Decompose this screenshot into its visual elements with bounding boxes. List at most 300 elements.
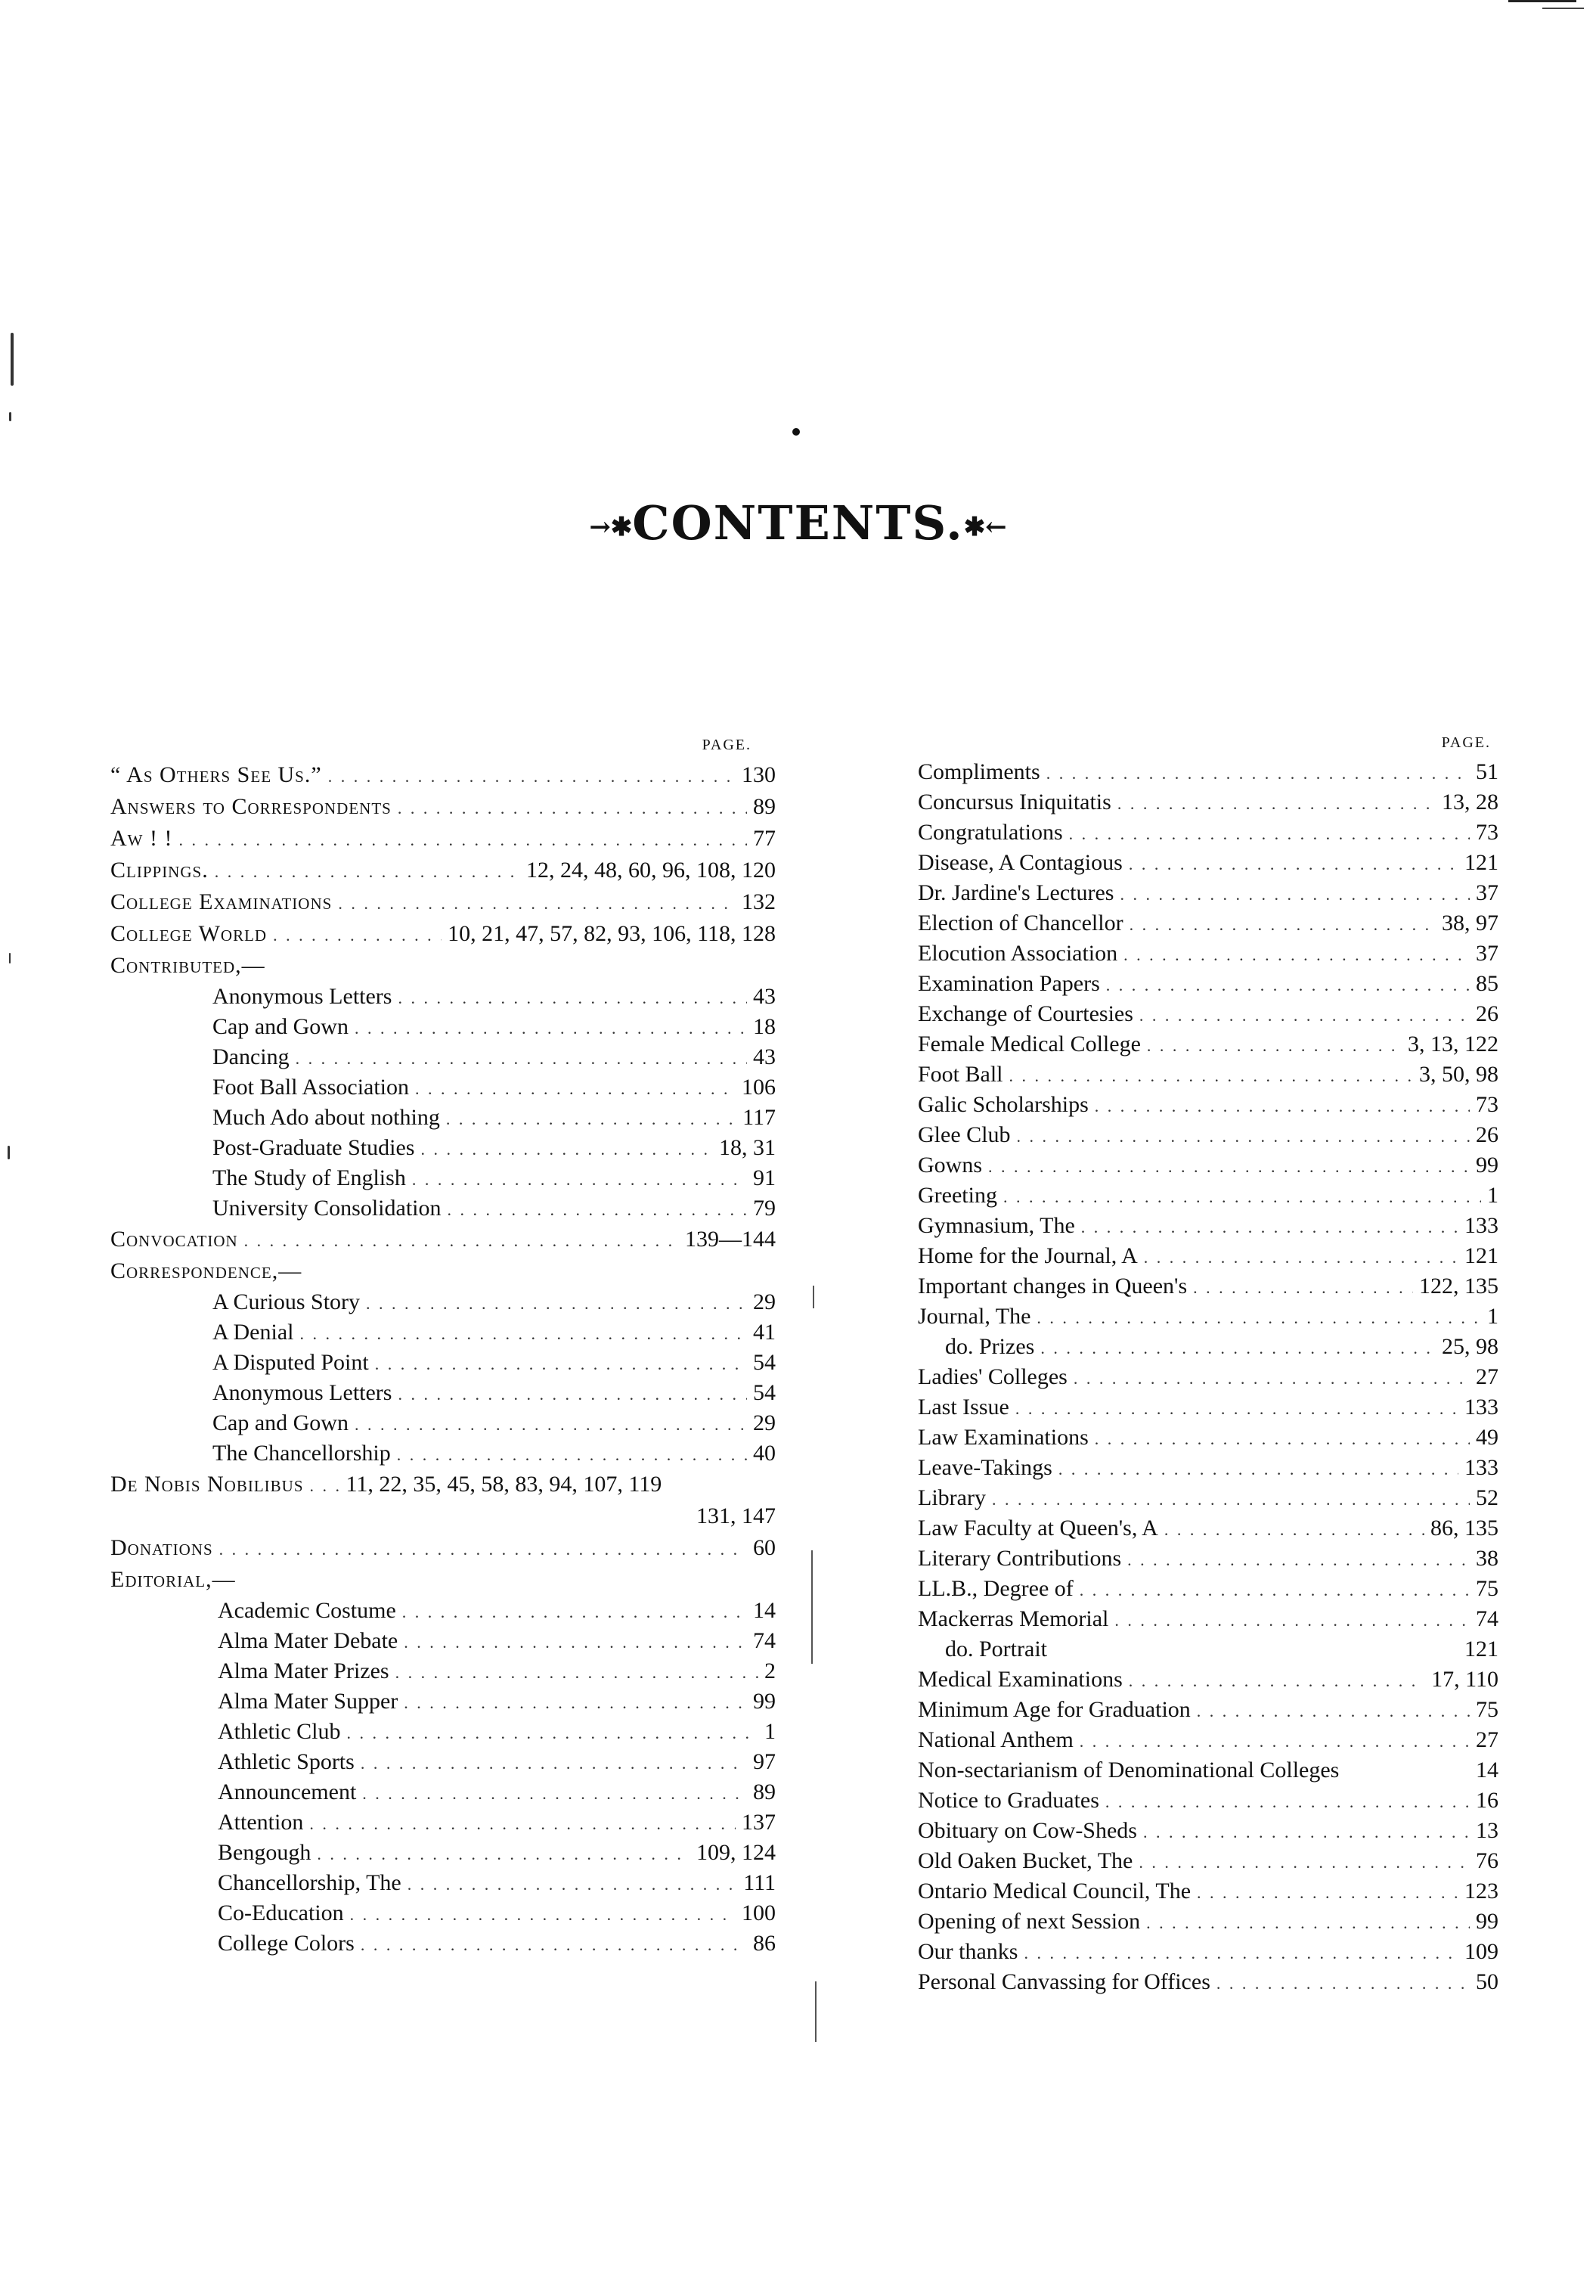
index-entry xyxy=(918,1271,1498,1302)
contents-heading xyxy=(0,495,1596,551)
entry-title: Notice to Graduates xyxy=(918,1788,1099,1813)
index-entry xyxy=(110,1317,776,1348)
dot-leader xyxy=(404,1688,747,1718)
dot-leader xyxy=(398,983,747,1013)
entry-page-numbers: 99 xyxy=(1476,1909,1498,1934)
entry-title: Foot Ball Association xyxy=(212,1075,410,1100)
entry-page-numbers: 37 xyxy=(1476,941,1498,966)
dot-leader xyxy=(446,1104,736,1134)
page-column-header: PAGE. xyxy=(702,737,752,753)
entry-title: Alma Mater Prizes xyxy=(218,1658,389,1683)
index-entry xyxy=(918,1029,1498,1060)
dot-leader xyxy=(350,1900,736,1930)
entry-title: Law Examinations xyxy=(918,1425,1089,1450)
dot-leader xyxy=(992,1485,1470,1515)
entry-title: Anonymous Letters xyxy=(212,1380,392,1405)
left-index-column xyxy=(110,731,776,1959)
entry-page-numbers: 109 xyxy=(1464,1939,1498,1964)
index-entry xyxy=(918,908,1498,939)
dot-leader xyxy=(1127,1545,1470,1575)
dot-leader xyxy=(178,824,747,856)
index-entry xyxy=(918,1453,1498,1483)
entry-title: Congratulations xyxy=(918,820,1063,845)
entry-page-numbers: 139—144 xyxy=(685,1227,776,1252)
index-entry xyxy=(110,1564,776,1596)
dot-leader xyxy=(1144,1243,1458,1273)
entry-title: Chancellorship, The xyxy=(218,1870,401,1895)
dot-leader xyxy=(1081,1212,1458,1243)
entry-title: The Study of English xyxy=(212,1165,406,1190)
dot-leader xyxy=(299,1319,747,1349)
index-entry xyxy=(918,1120,1498,1150)
index-entry xyxy=(918,1302,1498,1332)
entry-title: Gowns xyxy=(918,1153,983,1177)
index-entry xyxy=(918,1786,1498,1816)
entry-page-numbers: 14 xyxy=(1476,1758,1498,1783)
dot-leader xyxy=(1123,940,1470,970)
index-entry xyxy=(918,1634,1498,1665)
dot-leader xyxy=(1147,1031,1402,1061)
entry-page-numbers: 117 xyxy=(742,1105,776,1130)
entry-page-numbers: 2 xyxy=(764,1658,776,1683)
entry-title: Leave-Takings xyxy=(918,1455,1052,1480)
dot-leader xyxy=(1130,910,1436,940)
entry-page-numbers: 73 xyxy=(1476,820,1498,845)
dot-leader xyxy=(1105,1787,1470,1817)
dot-leader xyxy=(1106,970,1470,1001)
entry-title: Our thanks xyxy=(918,1939,1018,1964)
entry-title: Gymnasium, The xyxy=(918,1213,1075,1238)
entry-page-numbers: 122, 135 xyxy=(1419,1274,1498,1298)
entry-title: Academic Costume xyxy=(218,1598,396,1623)
dot-leader xyxy=(1146,1908,1470,1938)
dot-leader xyxy=(412,1165,747,1195)
index-entry xyxy=(110,1717,776,1747)
index-entry xyxy=(918,1211,1498,1241)
scan-artifact xyxy=(9,412,11,421)
entry-page-numbers: 100 xyxy=(742,1900,776,1925)
entry-title: Disease, A Contagious xyxy=(918,850,1123,875)
entry-title: Concursus Iniquitatis xyxy=(918,790,1111,814)
index-entry xyxy=(110,1807,776,1838)
entry-page-numbers: 121 xyxy=(1464,1243,1498,1268)
entry-title: University Consolidation xyxy=(212,1196,442,1221)
entry-title: do. Prizes xyxy=(945,1334,1035,1359)
entry-title: Much Ado about nothing xyxy=(212,1105,440,1130)
entry-page-numbers: 123 xyxy=(1464,1879,1498,1904)
dot-leader xyxy=(1080,1727,1470,1757)
index-entry xyxy=(110,1928,776,1959)
entry-page-numbers: 52 xyxy=(1476,1485,1498,1510)
entry-title: Contributed,— xyxy=(110,953,265,978)
entry-page-numbers: 29 xyxy=(753,1289,776,1314)
entry-page-numbers: 130 xyxy=(742,762,776,787)
index-entry xyxy=(918,1513,1498,1544)
entry-page-numbers: 40 xyxy=(753,1441,776,1466)
right-index-column xyxy=(918,728,1498,1997)
entry-title: Exchange of Courtesies xyxy=(918,1001,1133,1026)
dot-leader xyxy=(296,1044,747,1074)
entry-title: National Anthem xyxy=(918,1727,1074,1752)
dot-leader xyxy=(1069,819,1470,849)
dot-leader xyxy=(1117,789,1436,819)
entry-page-numbers: 121 xyxy=(1464,850,1498,875)
index-entry xyxy=(918,787,1498,818)
entry-title: Law Faculty at Queen's, A xyxy=(918,1516,1158,1540)
dot-leader xyxy=(355,1013,747,1044)
index-entry xyxy=(918,999,1498,1029)
index-entry xyxy=(918,1755,1498,1786)
column-divider xyxy=(815,1981,817,2042)
dot-leader xyxy=(397,1440,747,1470)
entry-title: College Examinations xyxy=(110,889,333,914)
dot-leader xyxy=(1120,880,1470,910)
entry-title: Aw ! ! xyxy=(110,826,173,851)
index-entry xyxy=(918,1544,1498,1574)
index-entry xyxy=(110,1898,776,1928)
entry-title: Obituary on Cow-Sheds xyxy=(918,1818,1137,1843)
entry-page-numbers: 54 xyxy=(753,1380,776,1405)
dot-leader xyxy=(1129,849,1458,880)
entry-title: Anonymous Letters xyxy=(212,984,392,1009)
scan-artifact xyxy=(11,333,14,386)
index-entry xyxy=(918,878,1498,908)
entry-page-numbers: 137 xyxy=(742,1810,776,1835)
index-entry xyxy=(110,823,776,855)
entry-page-numbers: 3, 50, 98 xyxy=(1419,1062,1498,1087)
entry-page-numbers: 14 xyxy=(753,1598,776,1623)
entry-page-numbers: 51 xyxy=(1476,759,1498,784)
right-ornament-icon: ✱← xyxy=(963,512,1007,542)
entry-page-numbers: 111 xyxy=(743,1870,776,1895)
index-entry xyxy=(110,1868,776,1898)
dot-leader xyxy=(402,1597,747,1627)
index-entry xyxy=(918,969,1498,999)
entry-title: A Denial xyxy=(212,1320,294,1345)
dot-leader xyxy=(1009,1061,1413,1091)
entry-title: Attention xyxy=(218,1810,304,1835)
index-entry xyxy=(110,1378,776,1408)
index-entry xyxy=(918,1181,1498,1211)
index-entry xyxy=(918,1907,1498,1937)
dot-leader xyxy=(1046,759,1470,789)
dot-leader xyxy=(404,1627,747,1658)
dot-leader xyxy=(317,1839,690,1869)
index-entry xyxy=(110,1626,776,1656)
index-entry xyxy=(918,1574,1498,1604)
dot-leader xyxy=(366,1289,747,1319)
index-entry xyxy=(110,759,776,791)
index-entry xyxy=(918,1967,1498,1997)
dot-leader xyxy=(1074,1364,1470,1394)
entry-page-numbers: 86, 135 xyxy=(1430,1516,1498,1540)
entry-page-numbers: 27 xyxy=(1476,1364,1498,1389)
entry-title: Galic Scholarships xyxy=(918,1092,1089,1117)
dot-leader xyxy=(1040,1333,1436,1364)
entry-page-numbers: 13, 28 xyxy=(1442,790,1498,814)
entry-title: A Curious Story xyxy=(212,1289,361,1314)
entry-title: Cap and Gown xyxy=(212,1014,349,1039)
entry-page-numbers: 89 xyxy=(753,1779,776,1804)
entry-title: Clippings. xyxy=(110,858,209,883)
entry-page-numbers: 74 xyxy=(1476,1606,1498,1631)
dot-leader xyxy=(362,1779,747,1809)
index-entry xyxy=(110,1747,776,1777)
entry-page-numbers: 50 xyxy=(1476,1969,1498,1994)
entry-title: Co-Education xyxy=(218,1900,344,1925)
entry-page-numbers: 12, 24, 48, 60, 96, 108, 120 xyxy=(526,858,776,883)
dot-leader xyxy=(1129,1666,1425,1696)
dot-leader xyxy=(1024,1938,1458,1969)
index-entry xyxy=(918,1423,1498,1453)
index-entry xyxy=(110,1103,776,1133)
entry-page-numbers: 17, 110 xyxy=(1431,1667,1498,1692)
entry-page-numbers: 60 xyxy=(753,1535,776,1560)
entry-title: Personal Canvassing for Offices xyxy=(918,1969,1210,1994)
entry-title: LL.B., Degree of xyxy=(918,1576,1074,1601)
dot-leader xyxy=(328,761,736,793)
entry-page-numbers: 43 xyxy=(753,984,776,1009)
entry-title: Athletic Club xyxy=(218,1719,341,1744)
entry-page-numbers: 75 xyxy=(1476,1576,1498,1601)
index-entry xyxy=(110,1012,776,1042)
dot-leader xyxy=(1058,1454,1458,1485)
index-entry xyxy=(918,1150,1498,1181)
entry-title: Correspondence,— xyxy=(110,1258,302,1283)
entry-title: Home for the Journal, A xyxy=(918,1243,1138,1268)
dot-leader xyxy=(395,1658,758,1688)
entry-page-numbers: 86 xyxy=(753,1931,776,1956)
index-entry xyxy=(110,1838,776,1868)
entry-page-numbers: 49 xyxy=(1476,1425,1498,1450)
dot-leader xyxy=(338,888,736,920)
entry-page-numbers: 16 xyxy=(1476,1788,1498,1813)
index-entry xyxy=(110,1438,776,1469)
dot-leader xyxy=(310,1470,340,1502)
dot-leader xyxy=(448,1195,748,1225)
dot-leader xyxy=(415,1074,736,1104)
left-ornament-icon: →✱ xyxy=(589,512,633,542)
entry-title: Athletic Sports xyxy=(218,1749,355,1774)
entry-page-numbers: 77 xyxy=(753,826,776,851)
dot-leader xyxy=(988,1152,1470,1182)
dot-leader xyxy=(420,1134,713,1165)
index-entry xyxy=(918,1846,1498,1876)
entry-title: Answers to Correspondents xyxy=(110,794,392,819)
index-entry xyxy=(918,757,1498,787)
entry-title: Ontario Medical Council, The xyxy=(918,1879,1192,1904)
column-divider xyxy=(813,1286,814,1308)
entry-page-numbers: 91 xyxy=(753,1165,776,1190)
index-entry xyxy=(110,1596,776,1626)
entry-page-numbers: 89 xyxy=(753,794,776,819)
entry-page-numbers: 1 xyxy=(1487,1304,1498,1329)
dot-leader xyxy=(1037,1303,1481,1333)
index-entry xyxy=(110,886,776,918)
entry-page-numbers: 76 xyxy=(1476,1848,1498,1873)
dot-leader xyxy=(1197,1878,1458,1908)
entry-page-numbers: 3, 13, 122 xyxy=(1408,1032,1498,1056)
entry-page-numbers: 97 xyxy=(753,1749,776,1774)
index-entry xyxy=(918,939,1498,969)
contents-title: CONTENTS. xyxy=(632,495,964,551)
index-entry xyxy=(918,1604,1498,1634)
entry-page-numbers: 10, 21, 47, 57, 82, 93, 106, 118, 128 xyxy=(448,921,776,946)
entry-page-numbers: 37 xyxy=(1476,880,1498,905)
dot-leader xyxy=(1164,1515,1424,1545)
entry-title: “ As Others See Us.” xyxy=(110,762,322,787)
index-entry xyxy=(110,855,776,886)
index-entry xyxy=(110,1532,776,1564)
entry-title: Donations xyxy=(110,1535,213,1560)
index-entry xyxy=(110,1072,776,1103)
entry-page-numbers: 41 xyxy=(753,1320,776,1345)
entry-title: Important changes in Queen's xyxy=(918,1274,1188,1298)
entry-title: College Colors xyxy=(218,1931,355,1956)
index-entry xyxy=(918,1695,1498,1725)
entry-page-numbers: 26 xyxy=(1476,1122,1498,1147)
dot-leader xyxy=(273,920,442,951)
entry-page-numbers: 99 xyxy=(1476,1153,1498,1177)
entry-title: Elocution Association xyxy=(918,941,1118,966)
dot-leader xyxy=(309,1809,736,1839)
index-entry xyxy=(110,1500,776,1532)
entry-title: Cap and Gown xyxy=(212,1410,349,1435)
entry-page-numbers: 13 xyxy=(1476,1818,1498,1843)
dot-leader xyxy=(408,1869,737,1900)
entry-page-numbers: 1 xyxy=(764,1719,776,1744)
page-column-header: PAGE. xyxy=(1441,734,1491,751)
column-divider xyxy=(811,1550,813,1664)
entry-title: Library xyxy=(918,1485,986,1510)
index-entry xyxy=(918,1483,1498,1513)
entry-page-numbers: 43 xyxy=(753,1044,776,1069)
dot-leader xyxy=(1015,1394,1458,1424)
index-entry xyxy=(110,1777,776,1807)
entry-page-numbers: 121 xyxy=(1464,1637,1498,1661)
entry-title: Foot Ball xyxy=(918,1062,1003,1087)
entry-title: Election of Chancellor xyxy=(918,911,1123,935)
entry-title: Mackerras Memorial xyxy=(918,1606,1109,1631)
scan-edge-rule xyxy=(1542,8,1584,9)
entry-title: Alma Mater Supper xyxy=(218,1689,398,1714)
entry-title: do. Portrait xyxy=(945,1637,1047,1661)
entry-title: Bengough xyxy=(218,1840,311,1865)
dot-leader xyxy=(1197,1696,1470,1727)
entry-title: Compliments xyxy=(918,759,1040,784)
entry-page-numbers: 106 xyxy=(742,1075,776,1100)
dot-leader xyxy=(398,1379,747,1410)
entry-page-numbers: 11, 22, 35, 45, 58, 83, 94, 107, 119 xyxy=(346,1472,662,1497)
entry-page-numbers: 131, 147 xyxy=(696,1503,776,1528)
entry-page-numbers: 133 xyxy=(1464,1455,1498,1480)
entry-title: Opening of next Session xyxy=(918,1909,1141,1934)
index-entry xyxy=(918,1090,1498,1120)
index-entry xyxy=(110,982,776,1012)
index-entry xyxy=(110,1042,776,1072)
index-entry xyxy=(110,950,776,982)
entry-page-numbers: 79 xyxy=(753,1196,776,1221)
entry-title: Alma Mater Debate xyxy=(218,1628,398,1653)
dot-leader xyxy=(215,856,520,888)
entry-page-numbers: 132 xyxy=(742,889,776,914)
entry-page-numbers: 18, 31 xyxy=(719,1135,776,1160)
index-entry xyxy=(110,1287,776,1317)
entry-title: Glee Club xyxy=(918,1122,1011,1147)
entry-title: Dancing xyxy=(212,1044,290,1069)
index-entry xyxy=(110,1348,776,1378)
ink-dot xyxy=(792,428,800,436)
index-entry xyxy=(918,1241,1498,1271)
dot-leader xyxy=(1193,1273,1413,1303)
entry-title: Greeting xyxy=(918,1183,997,1208)
entry-page-numbers: 26 xyxy=(1476,1001,1498,1026)
index-entry xyxy=(918,1665,1498,1695)
entry-page-numbers: 75 xyxy=(1476,1697,1498,1722)
index-entry xyxy=(918,1725,1498,1755)
entry-title: Literary Contributions xyxy=(918,1546,1122,1571)
entry-page-numbers: 29 xyxy=(753,1410,776,1435)
entry-title: Ladies' Colleges xyxy=(918,1364,1068,1389)
dot-leader xyxy=(1216,1969,1470,1999)
index-entry xyxy=(110,1255,776,1287)
index-entry xyxy=(918,1876,1498,1907)
entry-title: College World xyxy=(110,921,268,946)
index-entry xyxy=(110,1224,776,1255)
entry-page-numbers: 109, 124 xyxy=(696,1840,776,1865)
dot-leader xyxy=(1114,1606,1470,1636)
entry-title: Announcement xyxy=(218,1779,357,1804)
entry-title: Minimum Age for Graduation xyxy=(918,1697,1191,1722)
entry-title: The Chancellorship xyxy=(212,1441,391,1466)
index-entry xyxy=(110,1193,776,1224)
dot-leader xyxy=(1143,1817,1470,1848)
index-entry xyxy=(918,1362,1498,1392)
index-entry xyxy=(918,1060,1498,1090)
entry-title: Post-Graduate Studies xyxy=(212,1135,415,1160)
entry-page-numbers: 85 xyxy=(1476,971,1498,996)
dot-leader xyxy=(355,1410,747,1440)
entry-page-numbers: 99 xyxy=(753,1689,776,1714)
dot-leader xyxy=(1016,1122,1470,1152)
entry-page-numbers: 18 xyxy=(753,1014,776,1039)
entry-title: Convocation xyxy=(110,1227,238,1252)
entry-page-numbers: 25, 98 xyxy=(1442,1334,1498,1359)
entry-title: Medical Examinations xyxy=(918,1667,1123,1692)
entry-title: Last Issue xyxy=(918,1395,1009,1419)
scan-artifact xyxy=(9,953,11,963)
dot-leader xyxy=(361,1930,747,1960)
dot-leader xyxy=(375,1349,747,1379)
entry-title: Female Medical College xyxy=(918,1032,1141,1056)
dot-leader xyxy=(1095,1091,1470,1122)
dot-leader xyxy=(361,1748,747,1779)
index-entry xyxy=(110,1656,776,1686)
entry-title: Dr. Jardine's Lectures xyxy=(918,880,1114,905)
index-entry xyxy=(918,818,1498,848)
dot-leader xyxy=(1080,1575,1470,1606)
index-entry xyxy=(918,1332,1498,1362)
dot-leader xyxy=(1139,1848,1470,1878)
dot-leader xyxy=(219,1534,747,1565)
index-entry xyxy=(110,1686,776,1717)
entry-title: Editorial,— xyxy=(110,1567,236,1592)
entry-page-numbers: 54 xyxy=(753,1350,776,1375)
dot-leader xyxy=(346,1718,758,1748)
dot-leader xyxy=(398,793,747,824)
scan-edge-rule xyxy=(1508,0,1576,2)
index-entry xyxy=(110,1469,776,1500)
